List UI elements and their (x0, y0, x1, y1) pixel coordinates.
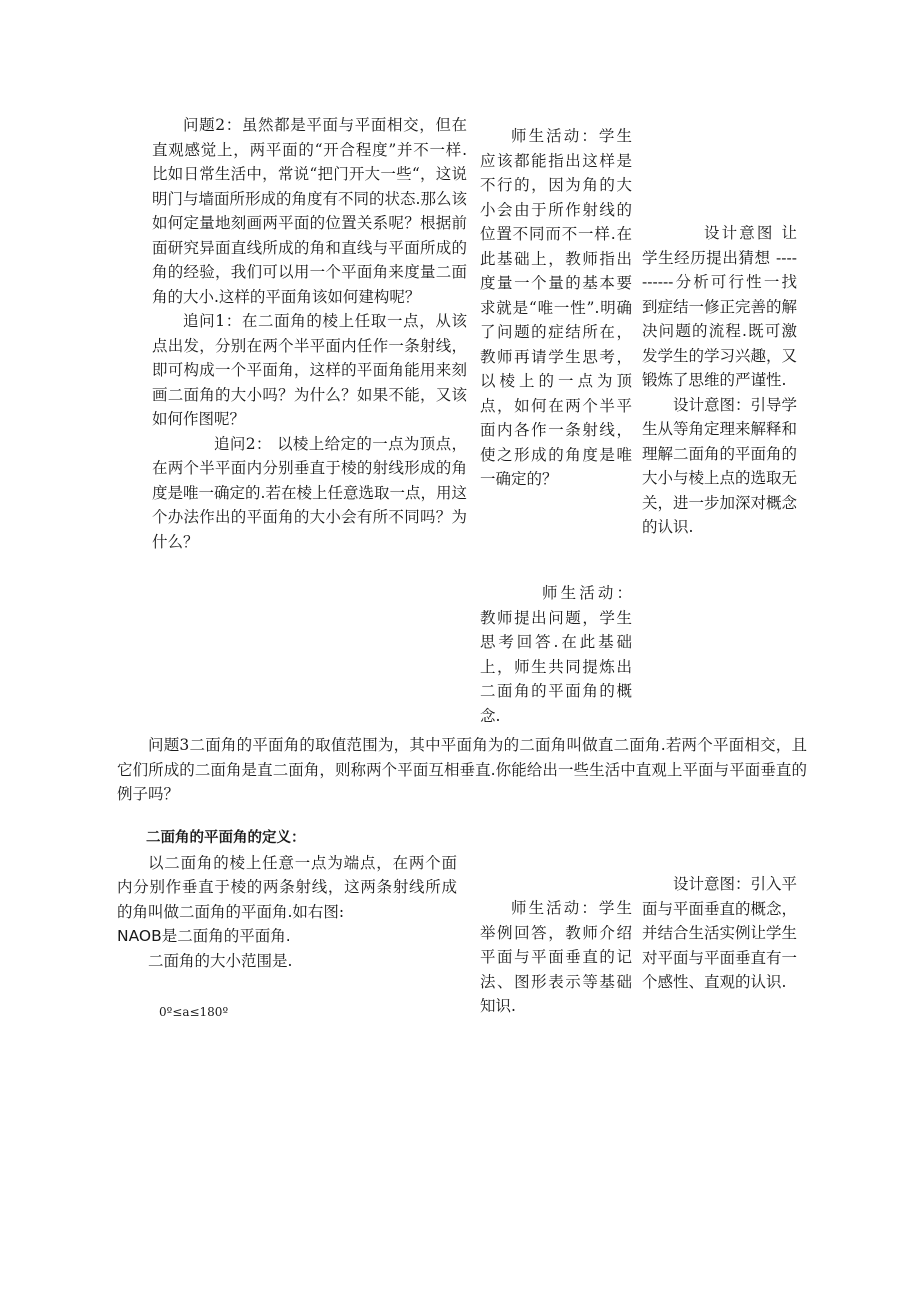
definition-block (117, 826, 457, 973)
question-3-text: 问题3二面角的平面角的取值范围为，其中平面角为的二面角叫做直二面角.若两个平面相交，且它们所成的二面角是直二面角，则称两个平面互相垂直.你能给出一些生活中直观上平面与平面垂直的例子吗？ (117, 736, 807, 803)
design-intent-2-text: 设计意图：引导学生从等角定理来解释和理解二面角的平面角的大小与棱上点的选取无关，进一步加深对概念的认识. (642, 395, 798, 536)
activity-3-block (480, 896, 632, 1019)
follow-up-1-text: 追问1：在二面角的棱上任取一点，从该点出发，分别在两个半平面内任作一条射线，即可构成一个平面角，这样的平面角能用来刻画二面角的大小吗？为什么？如果不能，又该如何作图呢？ (152, 312, 467, 428)
question-3-block (117, 733, 807, 807)
activity-1-text: 师生活动：学生应该都能指出这样是不行的，因为角的大小会由于所作射线的位置不同而不一样.在此基础上，教师指出度量一个量的基本要求就是“唯一性”.明确了问题的症结所在，教师再请学生思考，以棱上的一点为顶点，如何在两个半平面内各作一条射线，使之形成的角度是唯一确定的？ (480, 127, 632, 488)
question-2-text: 问题2：虽然都是平面与平面相交，但在直观感觉上，两平面的“开合程度”并不一样.比如日常生活中，常说“把门开大一些“，这说明门与墙面所形成的角度有不同的状态.那么该如何定量地刻画两平面的位置关系呢？根据前面研究异面直线所成的角和直线与平面所成的角的经验，我们可以用一个平面角来度量二面角的大小.这样的平面角该如何建构呢？ (152, 116, 467, 306)
activity-3-text: 师生活动：学生举例回答，教师介绍平面与平面垂直的记法、图形表示等基础知识. (480, 899, 632, 1015)
design-intent-3-text: 设计意图：引入平面与平面垂直的概念，并结合生活实例让学生对平面与平面垂直有一个感性、直观的认识. (642, 875, 798, 991)
design-intent-1-text: 设计意图 让学生经历提出猜想 ----------分析可行性一找到症结一修正完善的解决问题的流程.既可激发学生的学习兴趣，又锻炼了思维的严谨性. (642, 224, 798, 389)
follow-up-2-text: 追问2： 以棱上给定的一点为顶点，在两个半平面内分别垂直于棱的射线形成的角度是唯一确定的.若在棱上任意选取一点，用这个办法作出的平面角的大小会有所不同吗？为什么？ (152, 434, 467, 551)
design-intent-3-block (642, 872, 797, 995)
range-formula: 0º≤a≤180º (159, 1005, 229, 1019)
question-2-block (152, 113, 467, 554)
design-intent-block (642, 221, 797, 540)
definition-heading: 二面角的平面角的定义： (146, 830, 306, 846)
naob-statement: NAOB是二面角的平面角. (117, 927, 291, 945)
definition-text: 以二面角的棱上任意一点为端点，在两个面内分别作垂直于棱的两条射线，这两条射线所成的角叫做二面角的平面角.如右图: (117, 853, 457, 921)
activity-2-block (480, 581, 632, 728)
range-statement: 二面角的大小范围是. (148, 951, 293, 970)
activity-1-block (480, 124, 632, 492)
activity-2-text: 师生活动：教师提出问题，学生思考回答.在此基础上，师生共同提炼出二面角的平面角的概念. (480, 584, 632, 725)
